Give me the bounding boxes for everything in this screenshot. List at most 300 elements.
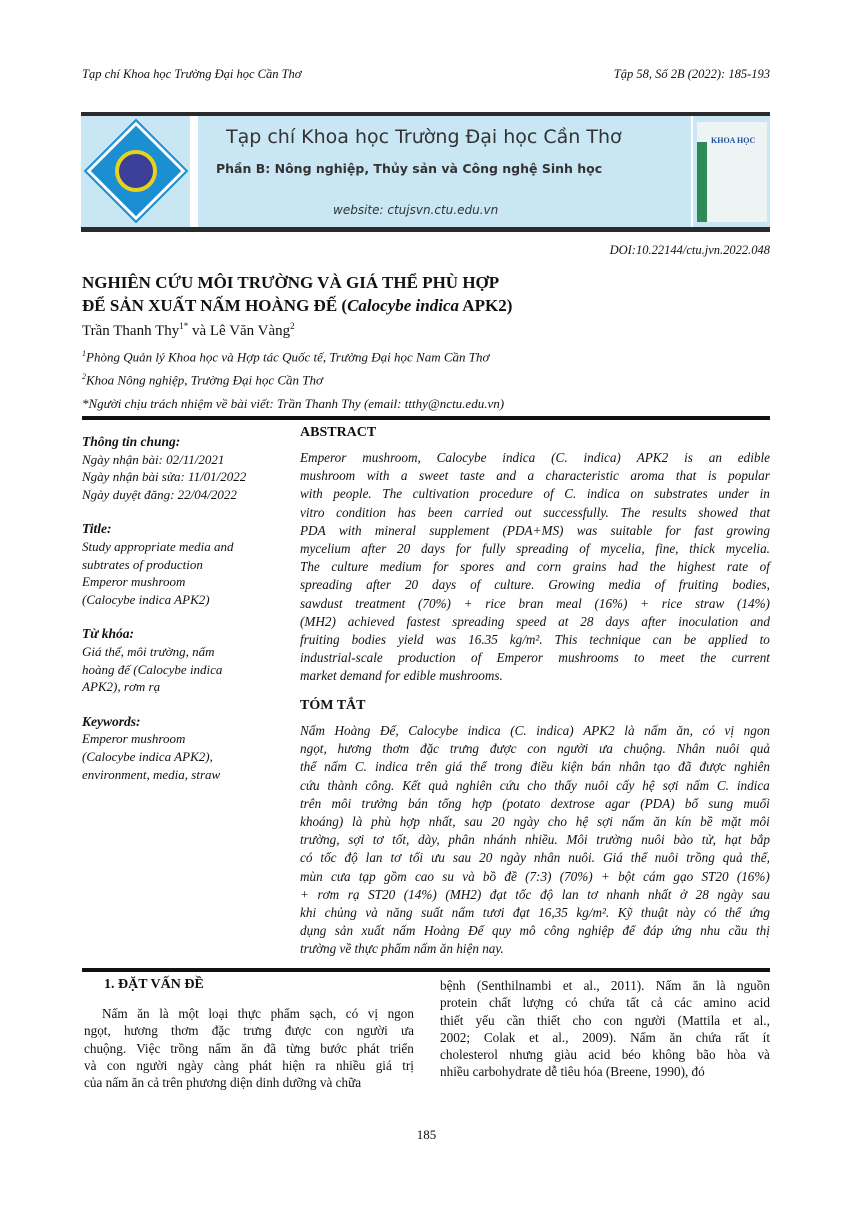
- word: (potato: [502, 795, 541, 811]
- word: ngày: [717, 886, 744, 902]
- word: The: [300, 559, 320, 575]
- word: được: [489, 741, 517, 757]
- word: tất: [626, 995, 640, 1011]
- word: và: [462, 868, 475, 884]
- word: đã: [678, 759, 692, 775]
- word: ăn: [692, 978, 706, 993]
- word: protein: [440, 995, 478, 1011]
- word: tơ: [372, 832, 384, 848]
- word: rơm: [317, 886, 340, 902]
- info-line: environment, media, straw: [82, 766, 221, 782]
- info-heading: Thông tin chung:: [82, 434, 181, 449]
- word: trị: [402, 1057, 414, 1073]
- word: kg/m².: [509, 632, 543, 648]
- word: bán: [591, 759, 611, 775]
- word: yield: [397, 632, 424, 648]
- word: of: [654, 577, 665, 593]
- text-line: [300, 795, 770, 813]
- word: spreading: [452, 613, 505, 629]
- word: tạp: [358, 868, 376, 884]
- word: cứu: [499, 777, 520, 793]
- word: tốc: [515, 886, 532, 902]
- word: nuôi: [641, 832, 665, 848]
- tomtat-heading: TÓM TẮT: [300, 698, 366, 713]
- word: chuộng.: [623, 741, 666, 757]
- word: Đế: [468, 923, 484, 939]
- word: tốt,: [392, 832, 410, 848]
- word: This: [554, 632, 578, 648]
- journal-cover-thumbnail: KHOA HỌC: [693, 116, 770, 227]
- word: of: [543, 486, 554, 502]
- word: (MH2): [445, 886, 482, 902]
- word: Nấm: [655, 978, 682, 993]
- word: (MH2): [300, 613, 336, 629]
- word: trồng: [686, 850, 715, 866]
- word: of: [579, 541, 590, 557]
- word: môi: [331, 795, 352, 811]
- info-line: APK2), rơm rạ: [82, 679, 161, 695]
- word: (PDA+MS): [502, 522, 564, 538]
- word: with: [300, 486, 323, 502]
- title-text: APK2): [459, 296, 513, 315]
- word: indica): [536, 723, 574, 738]
- word: rất: [734, 1029, 749, 1045]
- revised-date: Ngày nhận bài sửa: 11/01/2022: [82, 469, 247, 485]
- word: 28: [580, 613, 594, 629]
- word: mushroom,: [362, 450, 421, 465]
- info-line: hoàng đế (Calocybe indica: [82, 661, 223, 677]
- word: after: [361, 541, 387, 557]
- text-line: [440, 977, 770, 994]
- text-line: [300, 504, 770, 522]
- word: with: [366, 468, 390, 484]
- word: con: [527, 741, 547, 757]
- word: acid: [588, 1047, 611, 1063]
- word: hợp: [399, 814, 420, 830]
- word: the: [700, 650, 717, 666]
- word: corn: [537, 559, 562, 575]
- word: culture.: [494, 577, 535, 593]
- word: quy: [491, 923, 512, 939]
- tomtat: [300, 698, 770, 959]
- word: vitro: [300, 504, 325, 520]
- word: nhanh: [606, 886, 640, 902]
- text-line: [300, 868, 770, 886]
- word: ưa: [599, 741, 613, 757]
- word: substrates: [654, 486, 708, 502]
- word: with: [338, 522, 362, 538]
- word: Đế,: [379, 723, 399, 738]
- word: ăn,: [676, 723, 693, 738]
- word: sau: [751, 886, 770, 902]
- word: môi: [750, 814, 770, 830]
- word: 2002;: [440, 1029, 471, 1045]
- paper-title: [82, 271, 512, 317]
- word: dụng: [300, 923, 327, 939]
- text-line: [300, 777, 770, 795]
- word: Kỹ: [617, 905, 633, 921]
- article-info: [82, 433, 282, 800]
- word: showed: [698, 504, 738, 520]
- word: Nấm: [102, 1006, 128, 1021]
- word: kiện: [561, 759, 584, 775]
- word: phẩm: [270, 1006, 300, 1021]
- word: popular: [728, 468, 770, 484]
- word: after: [366, 577, 392, 593]
- text-line: [440, 1046, 770, 1063]
- word: đã: [263, 1040, 277, 1056]
- word: thơm: [171, 1023, 199, 1039]
- word: được: [284, 1023, 312, 1039]
- word: thấy: [554, 777, 577, 793]
- text-line: [300, 758, 770, 776]
- word: tơ: [587, 886, 598, 902]
- word: mô: [519, 923, 536, 939]
- word: mushroom: [300, 468, 356, 484]
- word: nghiên: [456, 777, 492, 793]
- word: thể,: [750, 850, 770, 866]
- word: indica: [502, 450, 536, 465]
- info-line: (Calocybe indica APK2): [82, 591, 210, 607]
- word: thể: [630, 850, 647, 866]
- word: nuôi: [584, 777, 609, 793]
- author: và Lê Văn Vàng: [188, 323, 291, 339]
- word: giá: [445, 759, 463, 775]
- word: mycelia.: [725, 541, 770, 557]
- word: sau: [464, 814, 483, 830]
- word: phù: [371, 814, 391, 830]
- divider: [82, 968, 770, 972]
- text-line: [300, 558, 770, 576]
- word: C.: [564, 486, 577, 502]
- word: APK2: [636, 450, 669, 465]
- section-heading: 1. ĐẶT VẤN ĐỀ: [104, 977, 204, 992]
- word: chất: [488, 995, 511, 1011]
- word: trưng: [243, 1023, 272, 1039]
- text-line: [300, 631, 770, 649]
- word: gạo: [673, 868, 694, 884]
- abstract: [300, 425, 770, 686]
- word: kg/m².: [576, 905, 610, 921]
- word: phân: [448, 832, 475, 848]
- word: Hoàng: [423, 923, 460, 939]
- word: nấm: [451, 905, 475, 921]
- word: là: [159, 1006, 169, 1021]
- word: ăn: [669, 1029, 682, 1045]
- word: chứa: [695, 1029, 722, 1045]
- word: 20: [404, 577, 419, 593]
- word: was: [435, 632, 457, 648]
- word: ăn: [137, 1006, 150, 1021]
- text-line: [300, 740, 770, 758]
- word: grains: [572, 559, 607, 575]
- word: Colak: [483, 1029, 516, 1045]
- affiliation: [82, 349, 489, 365]
- word: for: [665, 522, 681, 538]
- word: of: [759, 559, 770, 575]
- word: cao: [414, 868, 434, 884]
- word: hương: [337, 741, 372, 757]
- word: that: [675, 468, 697, 484]
- word: days: [605, 613, 630, 629]
- word: of: [470, 577, 481, 593]
- word: nhân: [533, 850, 561, 866]
- word: cho: [572, 1012, 592, 1028]
- word: bran: [518, 595, 544, 611]
- word: suitable: [610, 522, 653, 538]
- text-line: [300, 849, 770, 867]
- word: fully: [482, 541, 506, 557]
- word: bào: [673, 832, 694, 848]
- word: (16%): [594, 595, 628, 611]
- word: and: [496, 468, 517, 484]
- word: dextrose: [550, 795, 595, 811]
- word: sung: [708, 795, 734, 811]
- word: thơm: [382, 741, 410, 757]
- word: successfully.: [543, 504, 609, 520]
- word: tối: [409, 850, 424, 866]
- word: for: [433, 559, 449, 575]
- word: be: [683, 632, 697, 648]
- word: been: [427, 504, 453, 520]
- word: hệ: [642, 777, 655, 793]
- title-line: [82, 294, 512, 317]
- word: (C.: [551, 450, 568, 465]
- word: (7:3): [525, 868, 552, 884]
- word: amino: [703, 995, 737, 1011]
- info-line: Emperor mushroom: [82, 574, 186, 590]
- received-date: Ngày nhận bài: 02/11/2021: [82, 451, 225, 467]
- word: carried: [464, 504, 503, 520]
- word: results: [651, 504, 687, 520]
- aff-sup: 2: [82, 372, 86, 381]
- word: bề: [700, 814, 713, 830]
- word: một: [178, 1006, 199, 1021]
- word: ngày: [513, 814, 540, 830]
- word: +: [300, 886, 309, 902]
- word: cho: [547, 814, 567, 830]
- word: năng: [386, 905, 413, 921]
- word: and: [505, 559, 526, 575]
- word: có: [703, 905, 717, 921]
- author-sup: 2: [290, 321, 295, 331]
- word: cám: [643, 868, 666, 884]
- word: nhu: [700, 923, 721, 939]
- word: growing: [726, 522, 770, 538]
- word: 20: [491, 814, 505, 830]
- word: su: [442, 868, 454, 884]
- word: đạt: [512, 905, 530, 921]
- word: the: [649, 559, 666, 575]
- word: nguồn: [736, 978, 770, 993]
- word: 16,35: [538, 905, 568, 921]
- word: highest: [677, 559, 716, 575]
- word: tơ: [390, 850, 402, 866]
- word: công.: [365, 777, 395, 793]
- word: edible: [737, 450, 770, 465]
- word: yếu: [475, 1012, 495, 1028]
- word: et: [529, 1029, 539, 1045]
- word: thể: [300, 759, 317, 775]
- word: xuất: [361, 923, 385, 939]
- word: độ: [539, 886, 554, 902]
- word: mặt: [721, 814, 742, 830]
- word: under: [718, 486, 750, 502]
- aff-sup: 1: [82, 349, 86, 358]
- word: hương: [123, 1023, 158, 1039]
- text-line: [440, 994, 770, 1011]
- word: Giá: [602, 850, 623, 866]
- word: ưu: [431, 850, 445, 866]
- word: speed: [516, 613, 547, 629]
- text-line: của nấm ăn cả trên phương diện dinh dưỡng và chữa: [84, 1075, 362, 1091]
- word: có: [702, 723, 715, 738]
- word: 20: [396, 541, 411, 557]
- word: hiện: [282, 1057, 305, 1073]
- text-line: market demand for edible mushrooms.: [300, 668, 503, 684]
- word: agar: [605, 795, 630, 811]
- word: sawdust: [300, 595, 343, 611]
- info-line: subtrates of production: [82, 556, 203, 572]
- text-line: [300, 540, 770, 558]
- word: bồ: [482, 868, 497, 884]
- word: for: [455, 541, 472, 557]
- word: con: [106, 1057, 126, 1073]
- text-line: trường về thực phẩm nấm ăn hiện nay.: [300, 941, 504, 957]
- banner-subtitle: Phần B: Nông nghiệp, Thủy sản và Công nghệ Sinh học: [216, 161, 603, 176]
- word: out: [514, 504, 532, 520]
- word: con: [603, 1012, 623, 1028]
- word: fruiting: [300, 632, 340, 648]
- word: days: [432, 577, 457, 593]
- word: fast: [694, 522, 714, 538]
- word: bão: [696, 1047, 716, 1063]
- word: medium: [379, 559, 422, 575]
- word: tổng: [438, 795, 462, 811]
- word: Hoàng: [334, 723, 371, 738]
- word: on: [630, 486, 644, 502]
- accepted-date: Ngày duyệt đăng: 22/04/2022: [82, 486, 237, 502]
- text-line: [84, 1022, 414, 1039]
- info-line: Giá thể, môi trường, nấm: [82, 643, 215, 659]
- word: độ: [344, 850, 358, 866]
- word: applied: [708, 632, 748, 648]
- word: al.,: [583, 978, 600, 993]
- word: inoculation: [678, 613, 739, 629]
- word: (Senthilnambi: [476, 978, 552, 993]
- word: indica: [586, 486, 620, 502]
- word: cultivation: [412, 486, 470, 502]
- word: mycelia,: [600, 541, 645, 557]
- affiliation: [82, 372, 323, 388]
- word: vị: [367, 1006, 379, 1021]
- word: béo: [621, 1047, 641, 1063]
- title-species: Calocybe indica: [347, 296, 459, 315]
- text-line: [300, 904, 770, 922]
- word: (Mattila: [677, 1012, 721, 1028]
- word: al.,: [753, 1012, 770, 1028]
- info-line: Emperor mushroom: [82, 731, 186, 747]
- word: a: [400, 468, 408, 484]
- word: có: [565, 995, 578, 1011]
- word: ngày: [177, 1057, 204, 1073]
- word: hợp: [471, 795, 492, 811]
- word: nấm: [644, 723, 667, 738]
- aff-text: Phòng Quản lý Khoa học và Hợp tác Quốc tế, Trường Đại học Nam Cần Thơ: [86, 349, 490, 365]
- word: người: [557, 741, 589, 757]
- word: rate: [726, 559, 749, 575]
- word: chuộng.: [84, 1040, 127, 1056]
- corresponding-author: *Người chịu trách nhiệm về bài viết: Trần Thanh Thy (email: ttthy@nctu.edu.vn): [82, 396, 505, 411]
- word: Nhân: [676, 741, 706, 757]
- word: thể: [470, 759, 487, 775]
- word: 2011).: [610, 978, 645, 993]
- word: muối: [743, 795, 770, 811]
- word: lượng: [522, 995, 554, 1011]
- word: có: [345, 1006, 359, 1021]
- word: cưa: [330, 868, 351, 884]
- word: bước: [320, 1040, 347, 1056]
- text-line: [440, 1012, 770, 1029]
- tukhoa-heading: Từ khóa:: [82, 626, 134, 642]
- word: sản: [334, 923, 354, 939]
- word: +: [640, 595, 650, 611]
- word: là: [716, 978, 726, 993]
- title-line: NGHIÊN CỨU MÔI TRƯỜNG VÀ GIÁ THỂ PHÙ HỢP: [82, 273, 500, 292]
- word: lan: [561, 886, 579, 902]
- word: ngon: [387, 1006, 414, 1021]
- word: Nấm: [300, 723, 325, 738]
- word: Kết: [402, 777, 421, 793]
- word: gồm: [383, 868, 407, 884]
- word: phát: [249, 1057, 272, 1073]
- body-column-right: [440, 977, 770, 1081]
- word: Việc: [136, 1040, 161, 1056]
- word: 16.35: [468, 632, 498, 648]
- word: treatment: [355, 595, 406, 611]
- word: là: [352, 814, 363, 830]
- word: (14%): [403, 886, 437, 902]
- word: bán: [408, 795, 428, 811]
- word: +: [463, 595, 473, 611]
- word: sạch,: [309, 1006, 337, 1021]
- word: aroma: [630, 468, 665, 484]
- page-number: 185: [416, 1127, 437, 1142]
- word: rice: [661, 595, 683, 611]
- word: không: [652, 1047, 686, 1063]
- word: nấm: [208, 1040, 232, 1056]
- word: to: [634, 650, 645, 666]
- word: nhưng: [509, 1047, 543, 1063]
- word: in: [759, 486, 770, 502]
- word: nghiên: [734, 759, 770, 775]
- word: chủng: [324, 905, 357, 921]
- word: achieved: [347, 613, 395, 629]
- word: người: [136, 1057, 168, 1073]
- info-line: Study appropriate media and: [82, 538, 234, 554]
- word: dày,: [418, 832, 440, 848]
- word: has: [397, 504, 416, 520]
- word: Calocybe: [408, 723, 459, 738]
- word: lan: [365, 850, 383, 866]
- word: ăn: [241, 1040, 254, 1056]
- word: acid: [748, 995, 770, 1011]
- word: ngon: [743, 723, 770, 738]
- word: that: [749, 504, 770, 520]
- word: mùn: [300, 868, 323, 884]
- text-line: [300, 576, 770, 594]
- word: nấm: [392, 923, 416, 939]
